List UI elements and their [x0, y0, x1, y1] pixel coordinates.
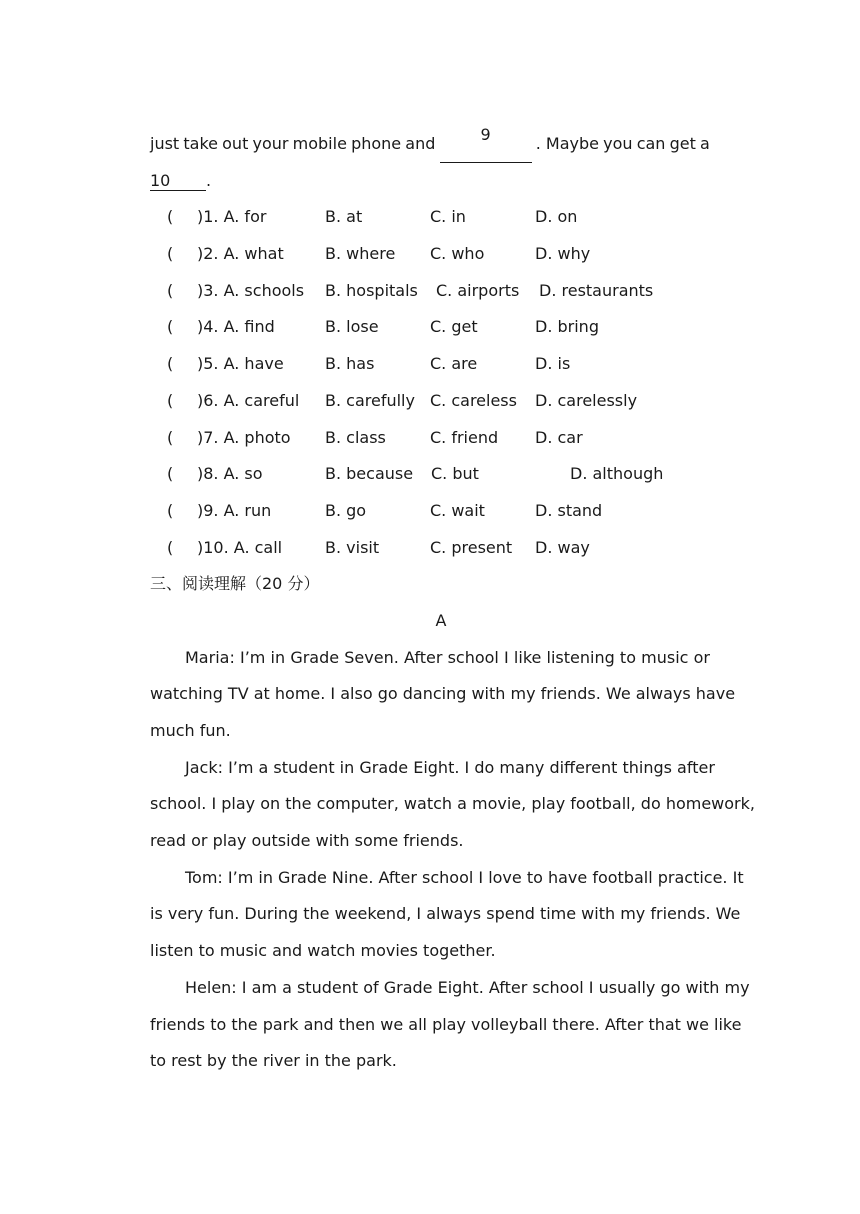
paragraph-line: listen to music and watch movies together. — [150, 941, 496, 961]
option-d: D. restaurants — [539, 280, 654, 300]
option-a: )1. A. for — [197, 207, 267, 227]
option-b: B. where — [325, 244, 396, 264]
option-c: C. in — [430, 207, 466, 227]
option-row — [150, 530, 710, 567]
option-row — [150, 346, 710, 383]
cloze-word: can — [636, 134, 666, 153]
cloze-line-2 — [150, 163, 710, 200]
cloze-word: phone — [351, 134, 402, 153]
option-d: D. is — [535, 354, 571, 374]
option-d: D. car — [535, 427, 583, 447]
option-b: B. has — [325, 354, 375, 374]
option-c: C. but — [431, 464, 479, 484]
options-list — [150, 199, 710, 566]
cloze-word: get — [669, 134, 696, 153]
paragraph-line: Maria: I’m in Grade Seven. After school I like listening to music or — [185, 647, 710, 667]
option-a: )2. A. what — [197, 244, 284, 264]
option-d: D. way — [535, 537, 590, 557]
option-b: B. class — [325, 427, 386, 447]
option-b: B. because — [325, 464, 414, 484]
document-page — [150, 125, 755, 1080]
option-c: C. friend — [430, 427, 499, 447]
answer-paren: ( — [167, 537, 174, 557]
option-b: B. go — [325, 500, 367, 520]
option-row — [150, 309, 710, 346]
paragraph-line: friends to the park and then we all play volleyball there. After that we like — [150, 1014, 742, 1034]
answer-paren: ( — [167, 244, 174, 264]
cloze-word: take — [183, 134, 218, 153]
paragraph-line: read or play outside with some friends. — [150, 831, 464, 851]
option-a: )6. A. careful — [197, 390, 300, 410]
cloze-word: your — [252, 134, 289, 153]
passage-title: A — [435, 610, 447, 630]
cloze-word: and — [405, 134, 436, 153]
passage-body — [150, 640, 755, 1080]
option-c: C. careless — [430, 390, 517, 410]
option-row — [150, 383, 710, 420]
option-a: )8. A. so — [197, 464, 263, 484]
option-c: C. present — [430, 537, 513, 557]
cloze-word: you — [603, 134, 633, 153]
paragraph-line: much fun. — [150, 721, 231, 740]
option-c: C. who — [430, 244, 485, 264]
answer-paren: ( — [167, 354, 174, 374]
answer-paren: ( — [167, 390, 174, 410]
answer-paren: ( — [167, 500, 174, 520]
answer-paren: ( — [167, 427, 174, 447]
option-b: B. visit — [325, 537, 380, 557]
option-row — [150, 420, 710, 457]
cloze-word: mobile — [292, 134, 347, 153]
option-d: D. stand — [535, 500, 603, 520]
option-a: )9. A. run — [197, 500, 272, 520]
section-title: 三、阅读理解（20 分） — [150, 574, 320, 594]
answer-paren: ( — [167, 280, 174, 300]
option-a: )3. A. schools — [197, 280, 305, 300]
option-row — [150, 493, 710, 530]
answer-paren: ( — [167, 317, 174, 337]
option-row — [150, 273, 710, 310]
option-d: D. why — [535, 244, 591, 264]
option-c: C. get — [430, 317, 478, 337]
answer-paren: ( — [167, 464, 174, 484]
paragraph-line: Jack: I’m a student in Grade Eight. I do many different things after — [185, 757, 715, 777]
paragraph-line: Tom: I’m in Grade Nine. After school I love to have football practice. It — [185, 867, 744, 887]
cloze-word: just — [150, 134, 180, 153]
paragraph-line: watching TV at home. I also go dancing with my friends. We always have — [150, 684, 736, 704]
option-b: B. carefully — [325, 390, 415, 410]
option-b: B. hospitals — [325, 280, 418, 300]
answer-paren: ( — [167, 207, 174, 227]
cloze-word: out — [222, 134, 249, 153]
option-c: C. airports — [436, 280, 520, 300]
option-d: D. bring — [535, 317, 599, 337]
option-row — [150, 456, 710, 493]
cloze-period: . — [206, 170, 212, 190]
option-b: B. lose — [325, 317, 379, 337]
cloze-word: a — [700, 134, 710, 153]
blank-10: 10 — [150, 172, 206, 191]
paragraph-line: Helen: I am a student of Grade Eight. After school I usually go with my — [185, 977, 750, 997]
option-d: D. although — [570, 464, 664, 484]
paragraph-line: school. I play on the computer, watch a movie, play football, do homework, — [150, 794, 755, 814]
cloze-word: . Maybe — [535, 134, 599, 153]
option-a: )5. A. have — [197, 354, 284, 374]
option-d: D. on — [535, 207, 578, 227]
paragraph-line: to rest by the river in the park. — [150, 1051, 397, 1071]
option-c: C. are — [430, 354, 478, 374]
option-a: )7. A. photo — [197, 427, 291, 447]
blank-9: 9 — [440, 126, 532, 163]
option-b: B. at — [325, 207, 363, 227]
cloze-line-1 — [150, 126, 710, 163]
paragraph-line: is very fun. During the weekend, I always spend time with my friends. We — [150, 904, 741, 924]
option-row — [150, 199, 710, 236]
option-a: )10. A. call — [197, 537, 283, 557]
option-a: )4. A. find — [197, 317, 275, 337]
option-c: C. wait — [430, 500, 485, 520]
option-row — [150, 236, 710, 273]
option-d: D. carelessly — [535, 390, 638, 410]
